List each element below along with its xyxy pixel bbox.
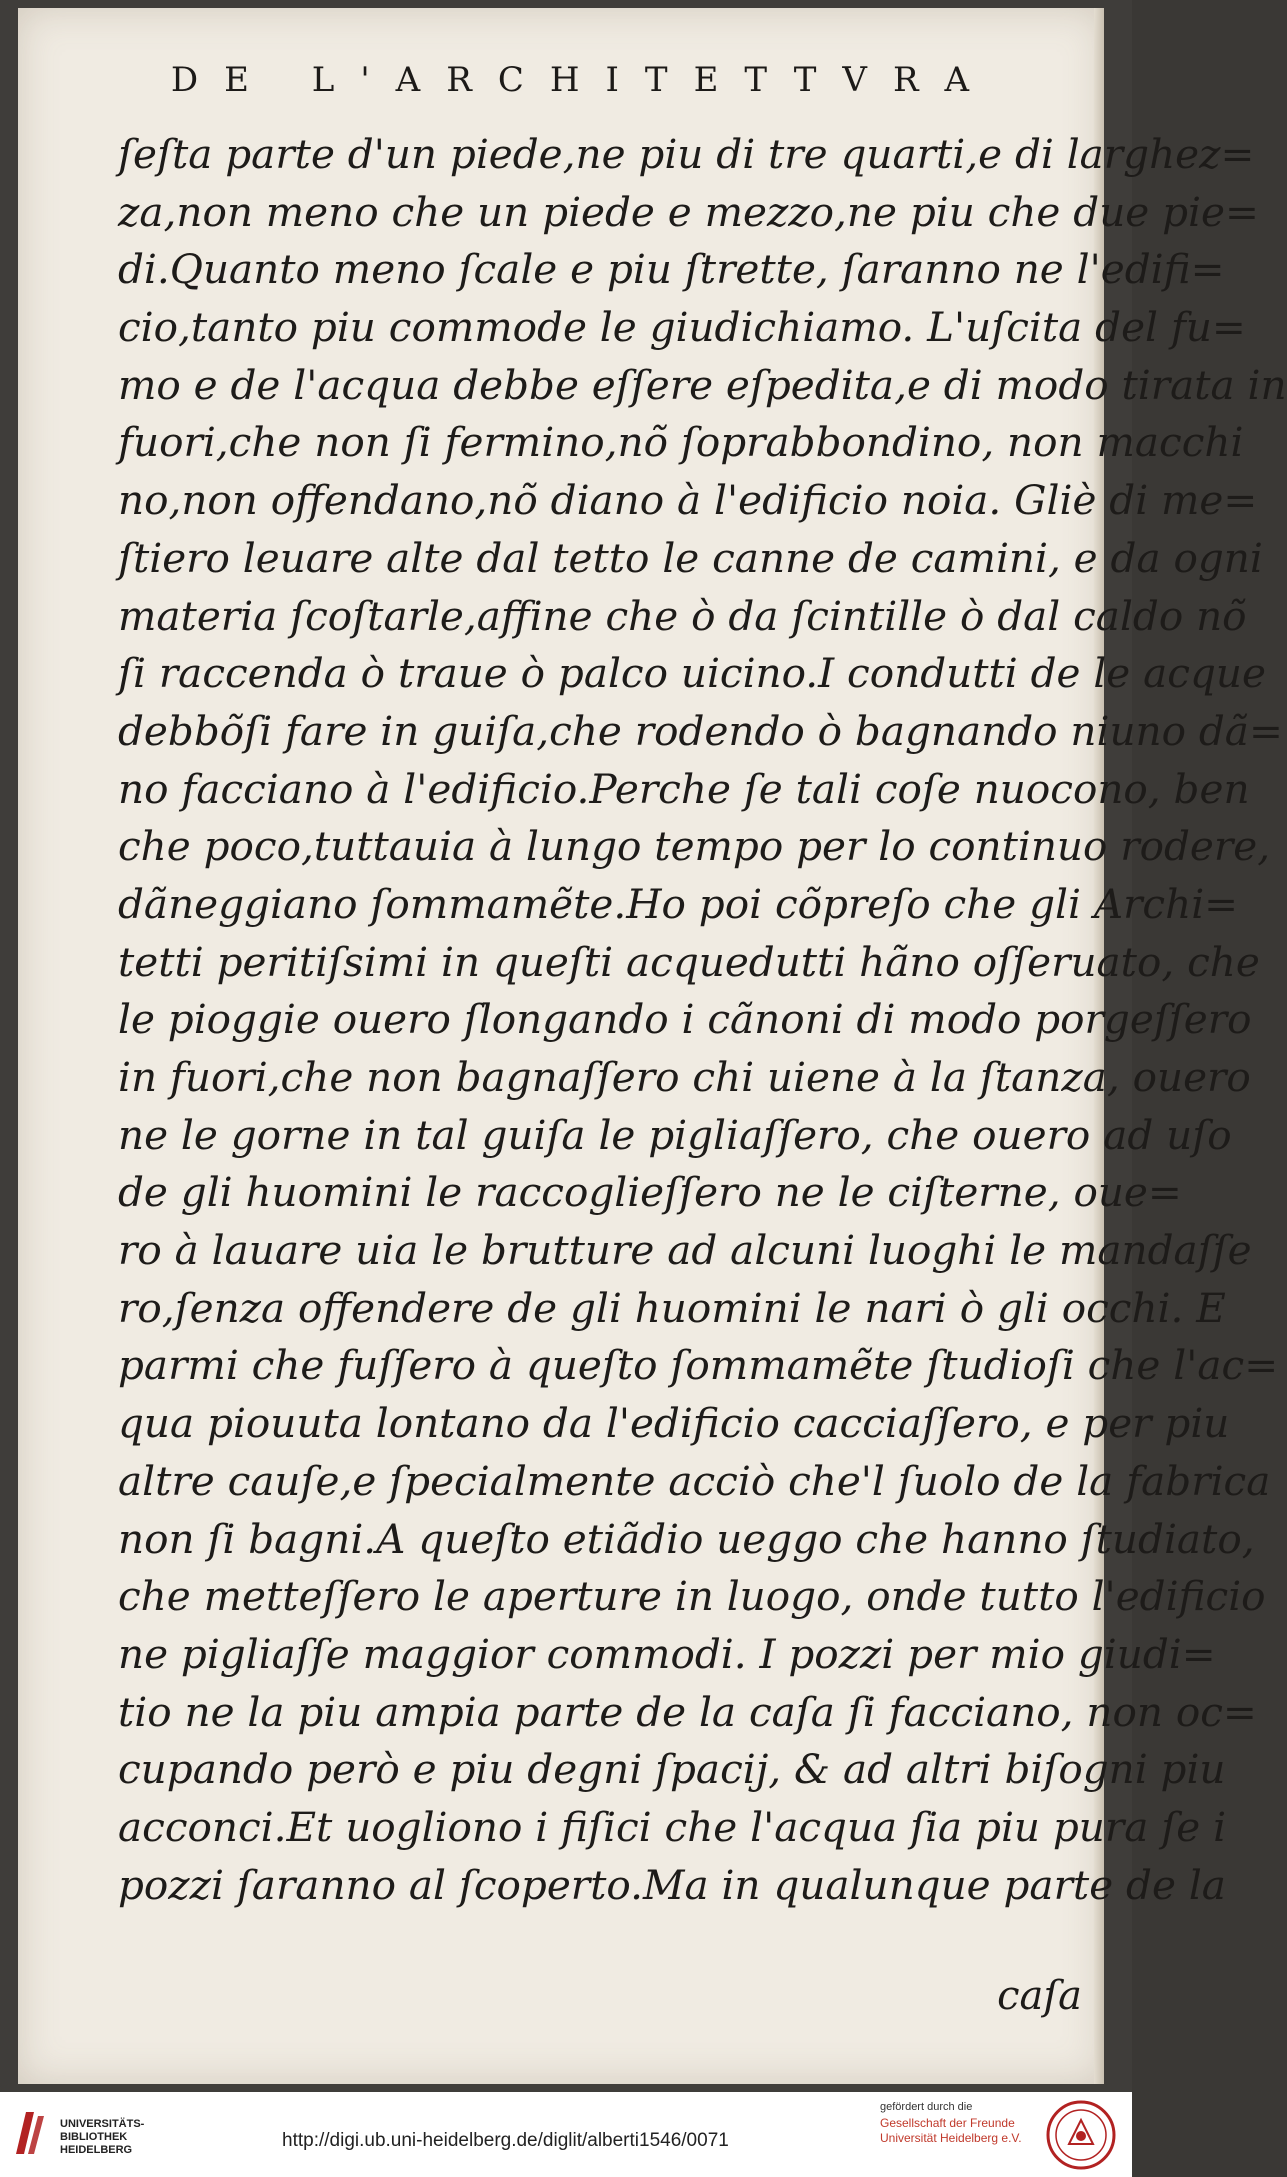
- text-line: le pioggie ouero ſlongando i cãnoni di modo porgeſſero: [118, 995, 1252, 1044]
- text-line: parmi che fuſſero à queſto ſommamẽte ſtudioſi che l'ac=: [118, 1341, 1279, 1390]
- running-header: DE L'ARCHITETTVRA: [170, 60, 996, 100]
- text-line: materia ſcoſtarle,affine che ò da ſcintille ò dal caldo nõ: [118, 591, 1247, 640]
- book-page: [18, 8, 1287, 2084]
- viewer-footer: [0, 2092, 1132, 2177]
- text-line: qua piouuta lontano da l'edificio cacciaſſero, e per piu: [118, 1399, 1230, 1448]
- text-line: no,non offendano,nõ diano à l'edificio noia. Gliè di me=: [118, 476, 1258, 525]
- text-line: ne le gorne in tal guiſa le pigliaſſero, che ouero ad uſo: [118, 1110, 1232, 1159]
- permalink-url[interactable]: http://digi.ub.uni-heidelberg.de/diglit/alberti1546/0071: [282, 2130, 729, 2151]
- page-body-text: [118, 126, 1287, 1914]
- text-line: in fuori,che non bagnaſſero chi uiene à la ſtanza, ouero: [118, 1053, 1251, 1101]
- text-line: dãneggiano ſommamẽte.Ho poi cõpreſo che gli Archi=: [118, 879, 1239, 928]
- text-line: pozzi ſaranno al ſcoperto.Ma in qualunque parte de la: [118, 1860, 1226, 1909]
- text-line: cio,tanto piu commode le giudichiamo. L'uſcita del fu=: [118, 303, 1246, 352]
- text-line: altre cauſe,e ſpecialmente acciò che'l ſuolo de la fabrica: [118, 1456, 1271, 1505]
- text-line: ne pigliaſſe maggior commodi. I pozzi per mio giudi=: [118, 1629, 1216, 1678]
- text-line: fuori,che non ſi fermino,nõ ſoprabbondino, non macchi: [118, 418, 1244, 467]
- funder-name-line1: Gesellschaft der Freunde: [880, 2116, 1015, 2130]
- text-line: debbõſi fare in guiſa,che rodendo ò bagnando niuno dã=: [118, 706, 1283, 755]
- text-line: ro à lauare uia le brutture ad alcuni luoghi le mandaſſe: [118, 1226, 1252, 1275]
- text-line: za,non meno che un piede e mezzo,ne piu che due pie=: [118, 187, 1259, 236]
- text-line: tetti peritiſsimi in queſti acquedutti hãno oſſeruato, che: [118, 937, 1260, 986]
- text-line: di.Quanto meno ſcale e piu ſtrette, ſaranno ne l'edifi=: [118, 245, 1225, 294]
- text-line: ſi raccenda ò traue ò palco uicino.I condutti de le acque: [118, 649, 1266, 698]
- funding-note: [880, 2100, 1022, 2144]
- university-seal-icon: [1046, 2100, 1116, 2170]
- text-line: non ſi bagni.A queſto etiãdio ueggo che hanno ſtudiato,: [118, 1514, 1255, 1563]
- funder-name-line2: Universität Heidelberg e.V.: [880, 2131, 1022, 2145]
- text-line: no facciano à l'edificio.Perche ſe tali coſe nuocono, ben: [118, 764, 1250, 813]
- funded-by-label: gefördert durch die: [880, 2101, 973, 2113]
- library-name: [60, 2118, 144, 2157]
- text-line: ſeſta parte d'un piede,ne piu di tre quarti,e di larghez=: [118, 130, 1255, 178]
- catchword: caſa: [997, 1973, 1082, 2019]
- text-line: che poco,tuttauia à lungo tempo per lo continuo rodere,: [118, 822, 1271, 871]
- library-name-text: UNIVERSITÄTS- BIBLIOTHEK HEIDELBERG: [60, 2118, 145, 2156]
- text-line: cupando però e piu degni ſpacij, & ad altri biſogni piu: [118, 1745, 1226, 1794]
- text-line: mo e de l'acqua debbe eſſere eſpedita,e di modo tirata in: [118, 360, 1287, 409]
- text-line: tio ne la piu ampia parte de la caſa ſi facciano, non oc=: [118, 1687, 1257, 1736]
- text-line: ſtiero leuare alte dal tetto le canne de camini, e da ogni: [118, 533, 1263, 582]
- university-library-logo-icon[interactable]: [12, 2106, 48, 2158]
- text-line: che metteſſero le aperture in luogo, onde tutto l'edificio: [118, 1572, 1266, 1621]
- text-line: de gli huomini le raccoglieſſero ne le ciſterne, oue=: [118, 1168, 1182, 1217]
- text-line: ro,ſenza offendere de gli huomini le nari ò gli occhi. E: [118, 1283, 1226, 1332]
- text-line: acconci.Et uogliono i fiſici che l'acqua ſia piu pura ſe i: [118, 1802, 1227, 1851]
